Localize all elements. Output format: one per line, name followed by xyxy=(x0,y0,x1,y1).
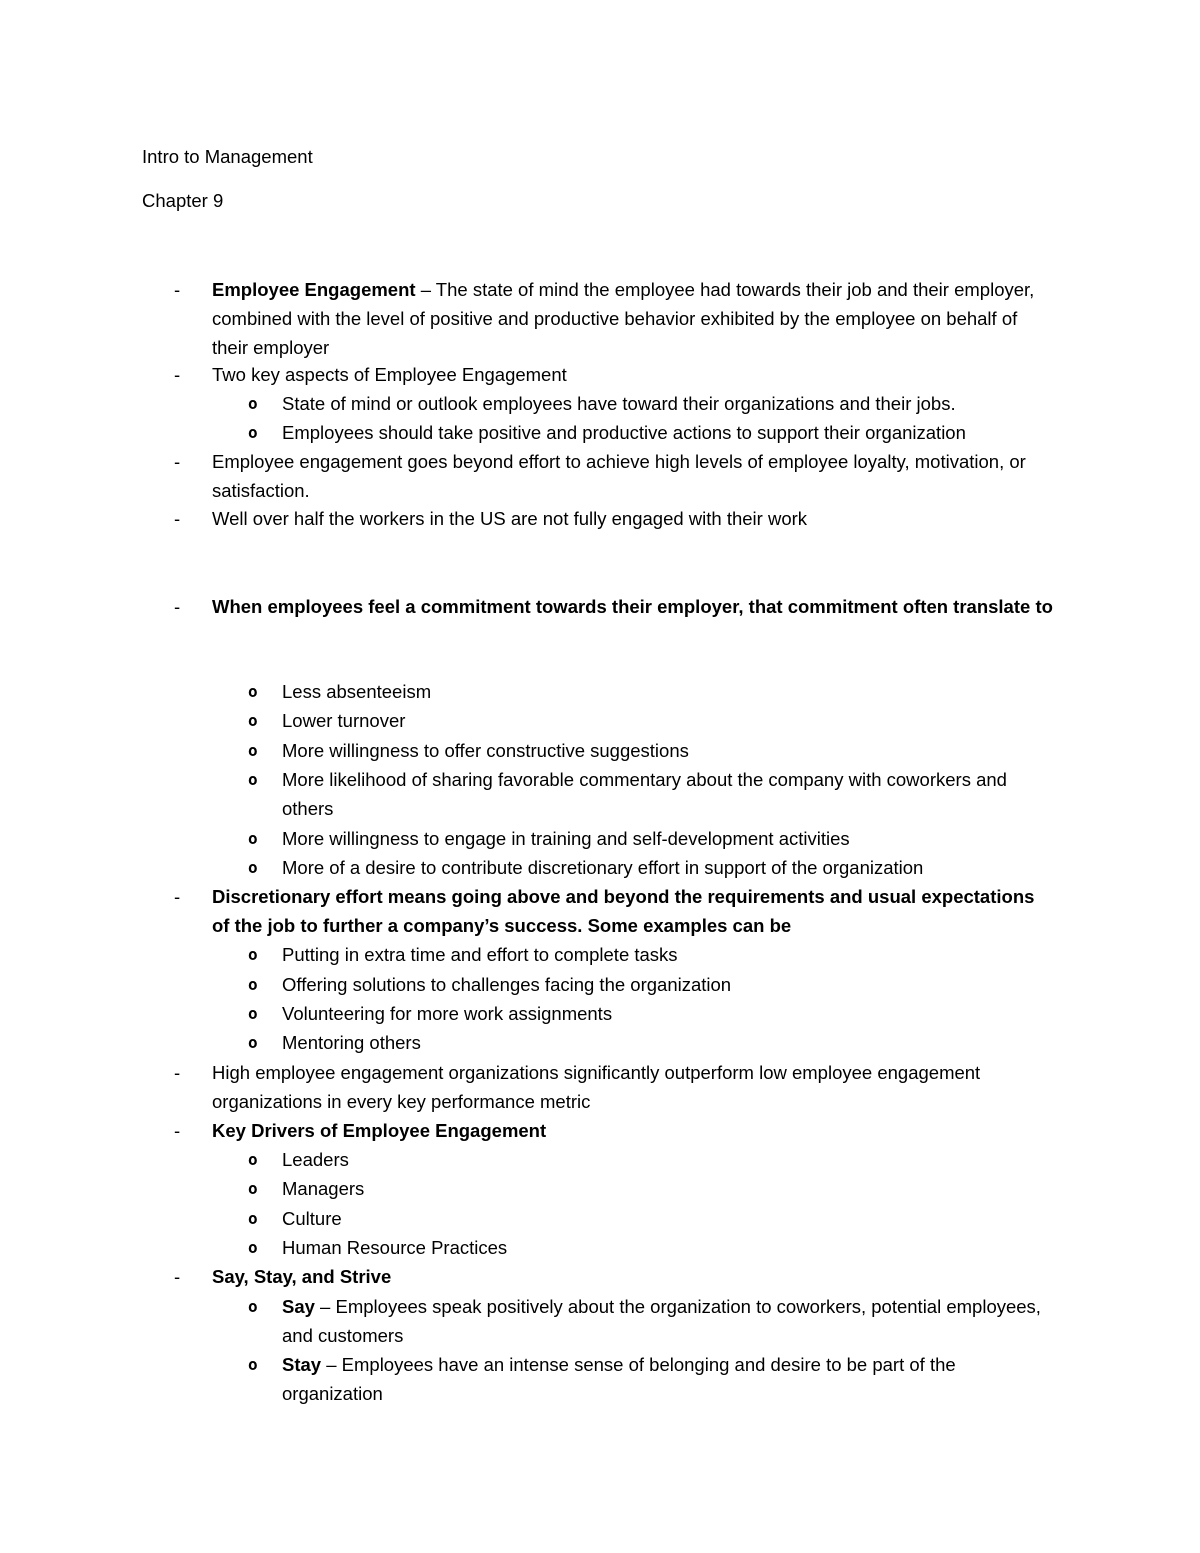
dash-bullet-icon: - xyxy=(174,1120,181,1141)
dash-bullet-icon: - xyxy=(174,451,181,472)
sub-list-item: o Volunteering for more work assignments xyxy=(248,999,1048,1028)
course-title: Intro to Management xyxy=(142,146,313,167)
list-item: - Two key aspects of Employee Engagement xyxy=(174,360,1054,389)
circle-bullet-icon: o xyxy=(248,858,258,877)
circle-bullet-icon: o xyxy=(248,1033,258,1052)
circle-bullet-icon: o xyxy=(248,423,258,442)
dash-bullet-icon: - xyxy=(174,279,181,300)
list-item-employee-engagement: - Employee Engagement – The state of mind the employee had towards their job and their employer, combined with the level of positive and productive behavior exhibited by the employee on behalf of their employer xyxy=(174,275,1054,362)
circle-bullet-icon: o xyxy=(248,1179,258,1198)
circle-bullet-icon: o xyxy=(248,1238,258,1257)
sub-list-item: o More likelihood of sharing favorable commentary about the company with coworkers and others xyxy=(248,765,1048,824)
sub-list-item: o Human Resource Practices xyxy=(248,1233,1048,1262)
sub-list-item: o State of mind or outlook employees have toward their organizations and their jobs. xyxy=(248,389,1048,418)
circle-bullet-icon: o xyxy=(248,975,258,994)
sub-list-item-say: o Say – Employees speak positively about the organization to coworkers, potential employees, and customers xyxy=(248,1292,1048,1351)
circle-bullet-icon: o xyxy=(248,394,258,413)
chapter-label: Chapter 9 xyxy=(142,190,224,211)
list-item-key-drivers: - Key Drivers of Employee Engagement xyxy=(174,1116,1054,1145)
term: Stay xyxy=(282,1354,322,1375)
circle-bullet-icon: o xyxy=(248,1004,258,1023)
sub-list-item: o Offering solutions to challenges facing the organization xyxy=(248,970,1048,999)
sub-list-item: o More willingness to offer constructive suggestions xyxy=(248,736,1048,765)
dash-bullet-icon: - xyxy=(174,886,181,907)
dash-bullet-icon: - xyxy=(174,596,181,617)
circle-bullet-icon: o xyxy=(248,682,258,701)
circle-bullet-icon: o xyxy=(248,741,258,760)
circle-bullet-icon: o xyxy=(248,1209,258,1228)
sub-list-item: o Putting in extra time and effort to complete tasks xyxy=(248,940,1048,969)
dash-bullet-icon: - xyxy=(174,1062,181,1083)
sub-list-item: o Employees should take positive and productive actions to support their organization xyxy=(248,418,1048,447)
sub-list-item: o More willingness to engage in training and self-development activities xyxy=(248,824,1048,853)
dash-bullet-icon: - xyxy=(174,508,181,529)
dash-bullet-icon: - xyxy=(174,1266,181,1287)
sub-list-item: o Mentoring others xyxy=(248,1028,1048,1057)
circle-bullet-icon: o xyxy=(248,1150,258,1169)
list-item: - Well over half the workers in the US are not fully engaged with their work xyxy=(174,504,1054,533)
sub-list-item: o Culture xyxy=(248,1204,1048,1233)
sub-list-item-stay: o Stay – Employees have an intense sense of belonging and desire to be part of the organization xyxy=(248,1350,1048,1409)
sub-list-item: o Lower turnover xyxy=(248,706,1048,735)
sub-list-item: o Leaders xyxy=(248,1145,1048,1174)
circle-bullet-icon: o xyxy=(248,770,258,789)
sub-list-item: o Managers xyxy=(248,1174,1048,1203)
list-item-say-stay-strive: - Say, Stay, and Strive xyxy=(174,1262,1054,1291)
sub-list-item: o More of a desire to contribute discretionary effort in support of the organization xyxy=(248,853,1048,882)
circle-bullet-icon: o xyxy=(248,1297,258,1316)
list-item-discretionary-effort: - Discretionary effort means going above and beyond the requirements and usual expectations of the job to further a company’s success. Some examples can be xyxy=(174,882,1054,940)
circle-bullet-icon: o xyxy=(248,711,258,730)
term: Employee Engagement xyxy=(212,279,416,300)
list-item-commitment: - When employees feel a commitment towards their employer, that commitment often translate to xyxy=(174,592,1054,621)
term: Say xyxy=(282,1296,315,1317)
circle-bullet-icon: o xyxy=(248,829,258,848)
circle-bullet-icon: o xyxy=(248,1355,258,1374)
dash-bullet-icon: - xyxy=(174,364,181,385)
circle-bullet-icon: o xyxy=(248,945,258,964)
list-item: - High employee engagement organizations significantly outperform low employee engagement organizations in every key performance metric xyxy=(174,1058,1054,1116)
list-item: - Employee engagement goes beyond effort to achieve high levels of employee loyalty, motivation, or satisfaction. xyxy=(174,447,1054,505)
definition: The state of mind the employee had towards their job and their employer, combined with the level of positive and productive behavior exhibited by the employee on behalf of their employer xyxy=(212,279,1035,358)
sub-list-item: o Less absenteeism xyxy=(248,677,1048,706)
